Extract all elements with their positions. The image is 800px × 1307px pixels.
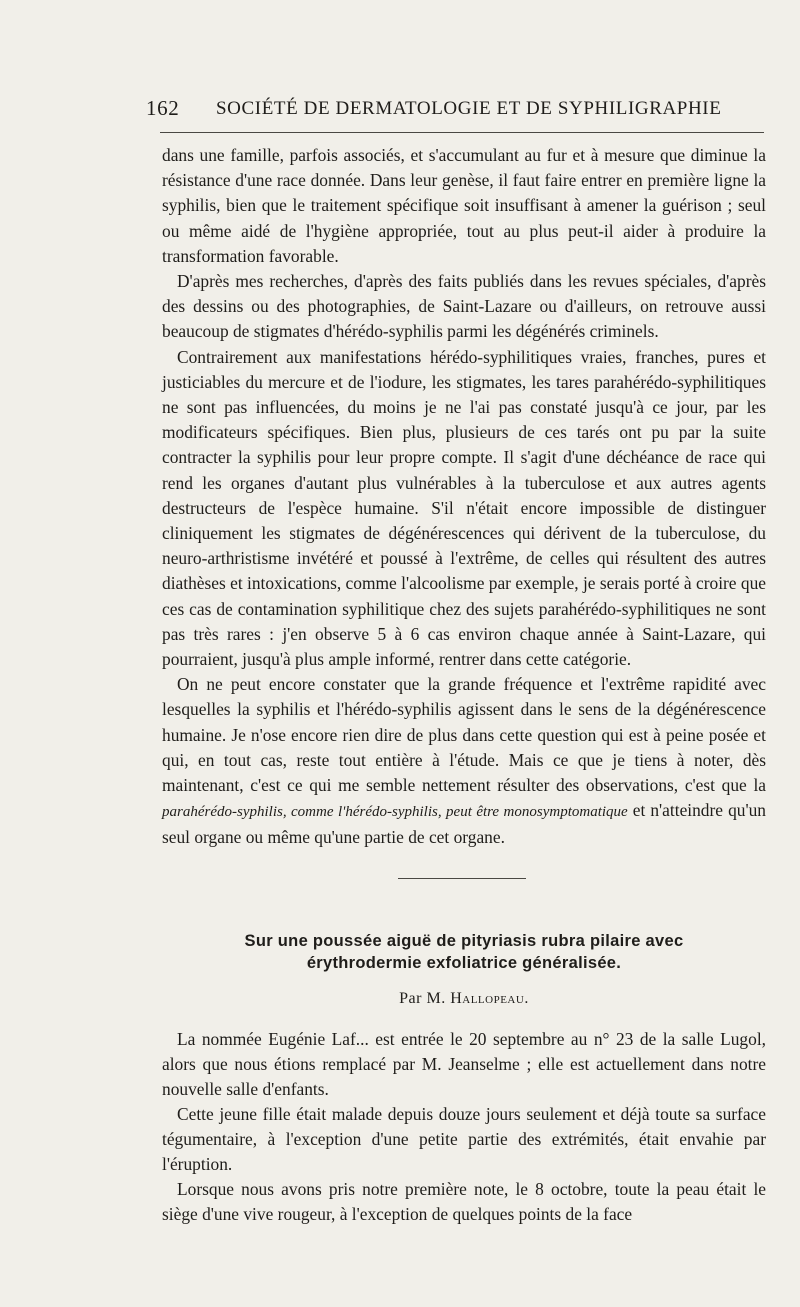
article-title	[162, 930, 766, 974]
paragraph-6: Cette jeune fille était malade depuis douze jours seulement et déjà toute sa surface tégumentaire, à l'exception d'une petite partie des extrémités, était envahie par l'éruption.	[162, 1104, 766, 1174]
running-title: SOCIÉTÉ DE DERMATOLOGIE ET DE SYPHILIGRAPHIE	[216, 98, 722, 119]
paragraph-4-start: On ne peut encore constater que la grande fréquence et l'extrême rapidité avec lesquelles la syphilis et l'hérédo-syphilis agissent dans le sens de la dégénérescence humaine. Je n'ose encore rien dire de plus dans cette question qui est à peine posée et qui, en tout cas, reste tout entière à l'étude. Mais ce que je tiens à noter, dès maintenant, c'est ce qui me semble nettement résulter des observations, c'est que la	[162, 674, 766, 796]
byline-author: Hallopeau.	[450, 990, 529, 1007]
byline-prefix: Par M.	[399, 990, 446, 1007]
paragraph-4	[162, 672, 766, 850]
section-separator	[398, 878, 526, 879]
section-2-body	[162, 1027, 766, 1227]
page-number: 162	[146, 96, 180, 120]
section-1-body	[162, 143, 766, 851]
paragraph-5: La nommée Eugénie Laf... est entrée le 20 septembre au n° 23 de la salle Lugol, alors que nous étions remplacé par M. Jeanselme ; elle est actuellement dans notre nouvelle salle d'enfants.	[162, 1029, 766, 1099]
paragraph-4-italic: parahérédo-syphilis, comme l'hérédo-syphilis, peut être monosymptomatique	[162, 804, 628, 821]
article-title-line-2: érythrodermie exfoliatrice généralisée.	[306, 954, 622, 972]
paragraph-4-end: et n'atteindre qu'un seul organe ou même qu'une partie de cet organe.	[162, 800, 766, 848]
paragraph-2: D'après mes recherches, d'après des faits publiés dans les revues spéciales, d'après des dessins ou des photographies, de Saint-Lazare ou d'ailleurs, on retrouve aussi beaucoup de stigmates d'hérédo-syphilis parmi les dégénérés criminels.	[162, 271, 766, 342]
paragraph-1: dans une famille, parfois associés, et s'accumulant au fur et à mesure que diminue la résistance d'une race donnée. Dans leur genèse, il faut faire entrer en première ligne la syphilis, bien que le traitement spécifique soit insuffisant à amener la guérison ; seul ou même aidé de l'hygiène appropriée, tout au plus peut-il aider à produire la transformation favorable.	[162, 145, 766, 266]
article-title-line-1: Sur une poussée aiguë de pityriasis rubra pilaire avec	[244, 932, 684, 950]
header-rule	[160, 132, 764, 133]
paragraph-3: Contrairement aux manifestations hérédo-syphilitiques vraies, franches, pures et justiciables du mercure et de l'iodure, les stigmates, les tares parahérédo-syphilitiques ne sont pas influencées, du moins je ne l'ai pas constaté jusqu'à ce jour, par les modificateurs spécifiques. Bien plus, plusieurs de ces tarés ont pu par la suite contracter la syphilis pour leur propre compte. Il s'agit d'une déchéance de race qui rend les organes d'autant plus vulnérables à la tuberculose et aux autres agents destructeurs de l'espèce humaine. S'il n'était encore impossible de distinguer cliniquement les stigmates de dégénérescences qui dérivent de la tuberculose, du neuro-arthristisme invétéré et poussé à l'extrême, de celles qui résultent des autres diathèses et intoxications, comme l'alcoolisme par exemple, je serais porté à croire que ces cas de contamination syphilitique chez des sujets parahérédo-syphilitiques ne sont pas très rares : j'en observe 5 à 6 cas environ chaque année à Saint-Lazare, qui pourraient, jusqu'à plus ample informé, rentrer dans cette catégorie.	[162, 346, 766, 670]
paragraph-7: Lorsque nous avons pris notre première note, le 8 octobre, toute la peau était le siège d'une vive rougeur, à l'exception de quelques points de la face	[162, 1179, 766, 1224]
running-header	[146, 92, 764, 126]
article-byline	[162, 990, 766, 1008]
